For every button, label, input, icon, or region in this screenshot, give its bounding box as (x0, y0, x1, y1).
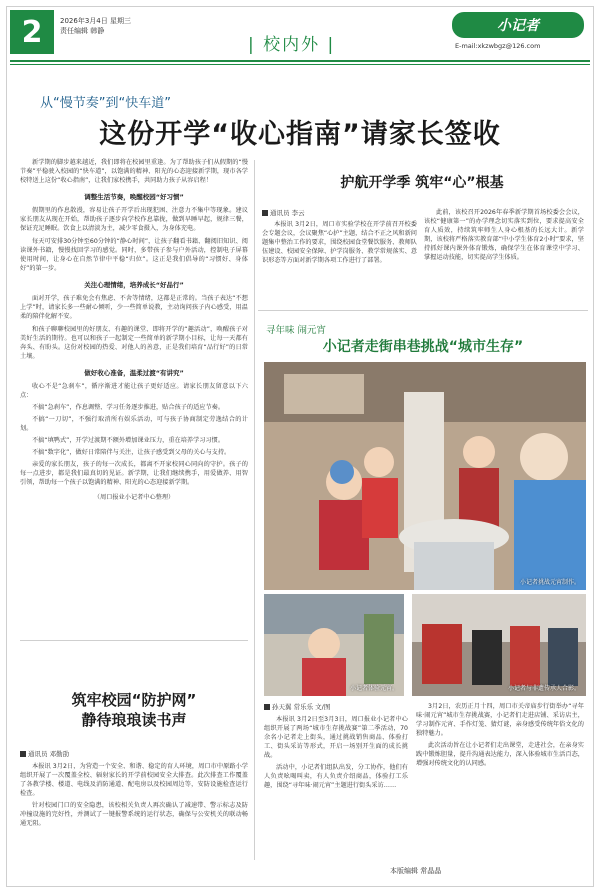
lead-intro: 新学期的脚步越来越近，我们即将在校园里重逢。为了帮助孩子们从假期的“慢节奏”平稳驶入校园的“快车道”，以饱满的精神、阳光的心态迎接新学期，现市各学校特送上这份“收心指南”，让我们家校携手，共同助力孩子从容启程！ (20, 159, 248, 184)
section-divider (258, 310, 588, 311)
brand-logo-text: 小记者 (497, 18, 539, 34)
feature-byline (264, 702, 330, 711)
feature-article-col2 (416, 702, 584, 768)
feature-photo-3 (412, 594, 586, 696)
feature-byline-text: 孙天翼 常乐乐 文/图 (272, 703, 331, 711)
contact-email: E-mail:xkzwbgz@126.com (455, 42, 541, 50)
guard-byline (262, 208, 305, 217)
guard-title: 护航开学季 筑牢“心”根基 (340, 175, 504, 191)
feature-paragraph: 3月2日，农历正月十四，周口市关帝庙步行街举办“寻年味·闹元宵”城市生存挑战赛，小记者们走进店铺、采访店主，学习制作元宵、手作灯笼、猜灯谜，亲身感受传统年俗文化的独特魅力。 (416, 703, 584, 737)
safety-article (20, 762, 248, 828)
byline-square-icon (262, 210, 268, 216)
lead-kicker: 从“慢节奏”到“快车道” (40, 96, 171, 111)
lead-title: 这份开学“收心指南”请家长签收 (99, 119, 501, 150)
feature-photo-2-caption: 小记者体验元宵。 (349, 685, 398, 692)
page-number: 2 (10, 10, 54, 54)
feature-photo-main-caption: 小记者挑战元宵制作。 (519, 579, 580, 586)
feature-photo-main-illustration (264, 362, 586, 590)
safety-paragraph: 本报讯 3月2日，为营造一个安全、和谐、稳定的育人环境，周口市中原路小学组织开展了一次覆盖全校、辐射家长的开学前校园安全大排查。此次排查工作覆盖了各教学楼、楼道、电线及消防通道、配电房以及校园周边等，安防设施检查运行检查。 (20, 763, 248, 797)
safety-byline (20, 749, 69, 758)
section-name: | 校内外 | (248, 35, 336, 55)
lead-paragraph: 收心不是“急刹车”，循序渐进才能让孩子更好适应。请家长朋友留意以下六点： (20, 383, 248, 399)
brand-logo (452, 12, 584, 38)
lead-paragraph: 不搞“一刀切”，不强行取消所有娱乐活动，可与孩子协商制定劳逸结合的计划。 (20, 416, 248, 432)
feature-photo-2 (264, 594, 404, 696)
lead-paragraph: 每天可安排30分钟至60分钟的“静心时间”，让孩子翻看书籍、翻阅旧知识、阅读课外书籍，慢慢找回学习的感觉。同时，多带孩子参与户外活动，控制电子屏幕使用时间，让身心在自然节律中平稳“归位”。这正是我们倡导的“习惯好、身体好”的第一步。 (20, 238, 248, 272)
safety-title-line-1: 筑牢校园“防护网” (71, 691, 197, 709)
lead-paragraph: 不搞“急刹车”，作息调整、学习任务逐步推进，贴合孩子的适应节奏。 (32, 404, 225, 411)
guard-article-col1 (262, 220, 417, 265)
feature-photo-2-illustration (264, 594, 404, 696)
safety-paragraph: 针对校园门口的安全隐患，该校相关负责人再次确认了减速带、警示标志及防冲撞设施的完好性，并测试了一键报警系统的运行状态，确保与公安机关的联动畅通无阻。 (20, 802, 248, 827)
feature-title: 小记者走街串巷挑战“城市生存” (322, 339, 524, 355)
feature-article-col1 (264, 715, 408, 790)
feature-photo-main (264, 362, 586, 590)
guard-paragraph: 此前，该校召开2026年春季新学期首场校委会会议，该校“健康第一”的办学理念切实落实到位，要求提高安全育人质效，持续筑牢师生人身心根基的长远大计。新学期，该校将严格落实教育部“中小学生体育2小时”要求，坚持抓好课内课外体育锻炼，确保学生在体育课堂中学习、掌握运动技能，切实提高学生体质。 (424, 209, 584, 261)
lead-paragraph: 假期里的作息散漫，容易让孩子开学后出现犯困、注意力不集中等现象。建议家长朋友从现在开始，帮助孩子逐步向学校作息靠拢，做到早睡早起，规律三餐，保证充足睡眠。饮食上以清淡为主，减少零食摄入，为身体充电。 (20, 207, 248, 232)
lead-subhead-2: 关注心理情绪，培养成长“好品行” (84, 281, 184, 289)
byline-square-icon (20, 751, 26, 757)
feature-kicker: 寻年味 闹元宵 (266, 325, 327, 336)
feature-paragraph: 此次活动旨在让小记者们走出课堂，走进社会，在亲身实践中锻炼胆量，提升沟通表达能力，深入体验城市生活百态，增强对传统文化的认同感。 (416, 742, 584, 767)
lead-paragraph: 亲爱的家长朋友，孩子的每一次成长，都离不开家校同心同向的守护。孩子的每一点进步，都是我们最真切的见证。新学期，让我们继续携手，用爱做养、用智引领，帮助每一个孩子以饱满的精神、阳光的心态迎接新学期。 (20, 461, 248, 486)
lead-subhead-3: 做好收心准备，温柔过渡“有讲究” (84, 369, 184, 377)
lead-paragraph: 不搞“数字化”，做好日常陪伴与关注，让孩子感受到父母的关心与支持。 (32, 449, 231, 456)
guard-article-col2 (424, 208, 584, 262)
guard-paragraph: 本报讯 3月2日，周口市实验学校在开学前召开校委会专题会议，会议聚焦“心护”主题，结合不正之风和新问题集中整治工作的要求，围绕校园食堂餐饮服务、教师队伍建设、校园安全保障、护学岗服务、教学常规落实、意识形态等方面对新学期各项工作进行了部署。 (262, 221, 417, 264)
lead-paragraph: 和孩子聊聊校园里的好朋友、有趣的课堂、即将开学的“趣活动”，唤醒孩子对美好生活的期待。也可以和孩子一起制定一些简单的新学期小目标，让每一天都有奔头、有盼头。这份对校园的热爱、对他人的善意，正是我们培育“品行好”的日常土壤。 (20, 326, 248, 360)
lead-subhead-1: 调整生活节奏，唤醒校园“好习惯” (84, 193, 184, 201)
guard-byline-text: 通讯员 李云 (270, 209, 305, 217)
vertical-divider (254, 160, 255, 860)
lead-paragraph: 面对开学，孩子难免会有焦虑、不舍等情绪，这都是正常的。当孩子表达“不想上学”时，请家长多一些耐心倾听，少一些简单说教，主动询问孩子内心感受，用温柔的陪伴化解不安。 (20, 295, 248, 320)
header-rule (10, 60, 590, 62)
lead-paragraph: 不搞“填鸭式”，开学过渡期不额外增加课业压力，重在培养学习习惯。 (32, 437, 225, 444)
header-rule-thin (10, 64, 590, 65)
column-divider (20, 640, 248, 641)
issue-date: 2026年3月4日 星期三 (60, 17, 131, 25)
byline-square-icon (264, 704, 270, 710)
feature-paragraph: 活动中，小记者们组队出发，分工协作，他们有人负责吆喝叫卖，有人负责介绍商品，体验打工乐趣，围绕“寻年味·闹元宵”主题进行街头采访…… (264, 764, 408, 789)
feature-paragraph: 本报讯 3月2日至3月3日，周口报业小记者中心组织开展了两场“城市生存挑战赛”第二季活动，70余名小记者走上街头，通过挑战销售商品、体验打工、街头采访等形式，开启一场别开生面的成长挑战。 (264, 716, 408, 759)
safety-byline-text: 通讯员 邓勤劭 (28, 750, 70, 758)
page-editor: 本版编辑 常晶晶 (390, 867, 442, 875)
feature-photo-3-caption: 小记者与非遗传承人合影。 (507, 685, 580, 692)
feature-photo-3-illustration (412, 594, 586, 696)
safety-title (20, 690, 248, 730)
responsible-editor: 责任编辑 韩静 (60, 27, 105, 35)
safety-title-line-2: 静待琅琅读书声 (81, 711, 187, 729)
lead-article (20, 158, 248, 502)
lead-source: （周口报业小记者中心整理） (93, 494, 175, 501)
